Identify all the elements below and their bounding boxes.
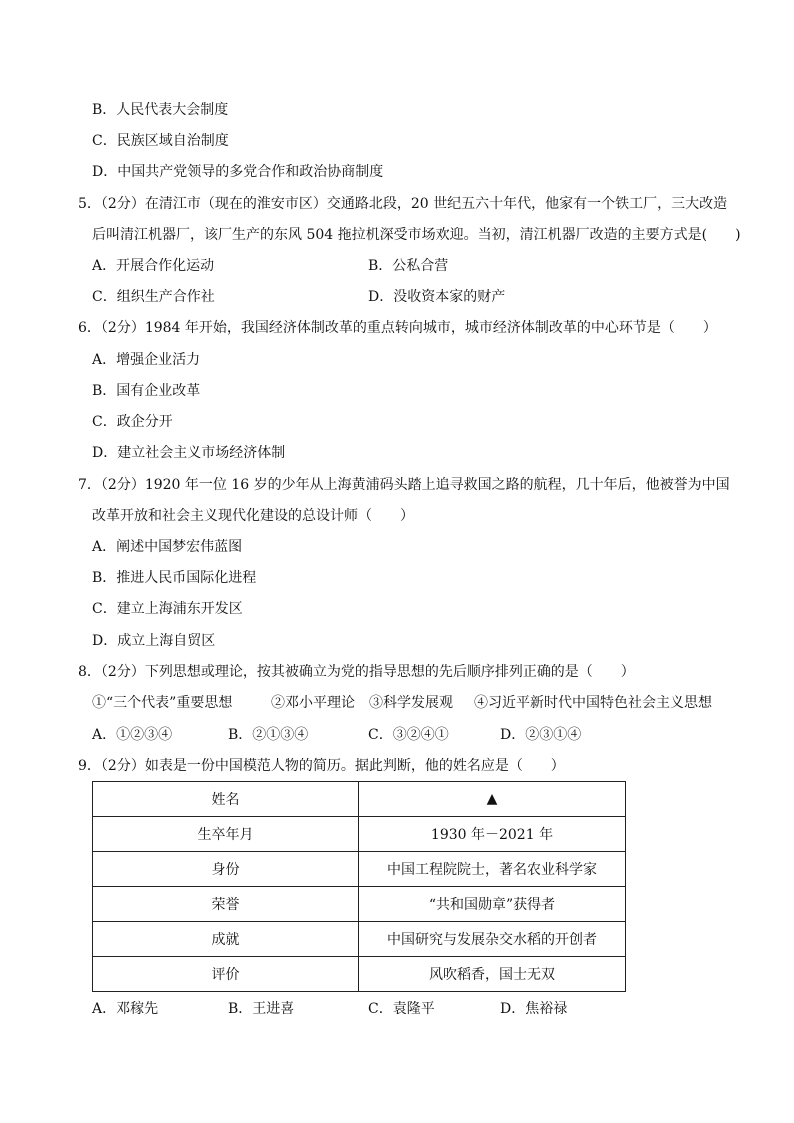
- q8-option-c: C．③②④①: [368, 727, 449, 743]
- q5-option-c: C．组织生产合作社: [92, 289, 215, 305]
- q5-stem-line1: 5．（2分）在清江市（现在的淮安市区）交通路北段，20 世纪五六十年代，他家有一个铁工厂，三大改造: [78, 196, 728, 212]
- q9-option-b: B．王进喜: [228, 1001, 295, 1017]
- table-cell-label: 姓名: [93, 782, 359, 817]
- table-cell-value: 风吹稻香，国士无双: [359, 957, 626, 992]
- q5-stem-line2: 后叫清江机器厂，该厂生产的东风 504 拖拉机深受市场欢迎。当初，清江机器厂改造的主要方式是( ): [92, 227, 741, 243]
- table-cell-value: 中国工程院院士，著名农业科学家: [359, 852, 626, 887]
- q9-stem: 9．（2分）如表是一份中国模范人物的简历。据此判断，他的姓名应是（ ）: [78, 758, 565, 774]
- q8-option-a: A．①②③④: [92, 727, 173, 743]
- q6-option-a: A．增强企业活力: [92, 352, 201, 368]
- q9-option-c: C．袁隆平: [368, 1001, 435, 1017]
- table-row: [93, 782, 626, 817]
- q8-item-3: ③科学发展观: [369, 695, 453, 711]
- table-row: [93, 887, 626, 922]
- q7-stem-line2: 改革开放和社会主义现代化建设的总设计师（ ）: [92, 508, 414, 524]
- q8-option-b: B．②①③④: [228, 727, 309, 743]
- q7-option-d: D．成立上海自贸区: [92, 633, 216, 649]
- q6-stem: 6．（2分）1984 年开始，我国经济体制改革的重点转向城市，城市经济体制改革的中心环节是（ ）: [78, 320, 717, 336]
- q6-option-d: D．建立社会主义市场经济体制: [92, 445, 286, 461]
- table-cell-label: 评价: [93, 957, 359, 992]
- q6-option-c: C．政企分开: [92, 414, 173, 430]
- q9-option-d: D．焦裕禄: [500, 1001, 568, 1017]
- q4-option-c: C．民族区域自治制度: [92, 133, 229, 149]
- q4-option-b: B．人民代表大会制度: [92, 102, 229, 118]
- q8-stem: 8．（2分）下列思想或理论，按其被确立为党的指导思想的先后顺序排列正确的是（ ）: [78, 664, 635, 680]
- profile-table: [92, 781, 626, 992]
- table-cell-label: 荣誉: [93, 887, 359, 922]
- q5-option-d: D．没收资本家的财产: [368, 289, 506, 305]
- table-row: [93, 817, 626, 852]
- q7-option-a: A．阐述中国梦宏伟蓝图: [92, 539, 243, 555]
- table-row: [93, 922, 626, 957]
- table-cell-value: 中国研究与发展杂交水稻的开创者: [359, 922, 626, 957]
- q8-item-2: ②邓小平理论: [271, 695, 355, 711]
- table-row: [93, 957, 626, 992]
- q9-option-a: A．邓稼先: [92, 1001, 159, 1017]
- q6-option-b: B．国有企业改革: [92, 383, 201, 399]
- q8-item-4: ④习近平新时代中国特色社会主义思想: [474, 695, 712, 711]
- q5-option-a: A．开展合作化运动: [92, 258, 215, 274]
- q7-option-b: B．推进人民币国际化进程: [92, 570, 257, 586]
- q8-option-d: D．②③①④: [500, 727, 582, 743]
- table-cell-label: 成就: [93, 922, 359, 957]
- table-cell-value: ▲: [359, 782, 626, 817]
- q7-option-c: C．建立上海浦东开发区: [92, 601, 243, 617]
- q7-stem-line1: 7．（2分）1920 年一位 16 岁的少年从上海黄浦码头踏上追寻救国之路的航程，几十年后，他被誉为中国: [78, 477, 730, 493]
- q5-option-b: B．公私合营: [368, 258, 449, 274]
- table-cell-label: 身份: [93, 852, 359, 887]
- table-cell-value: “共和国勋章”获得者: [359, 887, 626, 922]
- table-cell-value: 1930 年－2021 年: [359, 817, 626, 852]
- q8-item-1: ①“三个代表”重要思想: [92, 695, 233, 711]
- q4-option-d: D．中国共产党领导的多党合作和政治协商制度: [92, 164, 384, 180]
- table-row: [93, 852, 626, 887]
- table-cell-label: 生卒年月: [93, 817, 359, 852]
